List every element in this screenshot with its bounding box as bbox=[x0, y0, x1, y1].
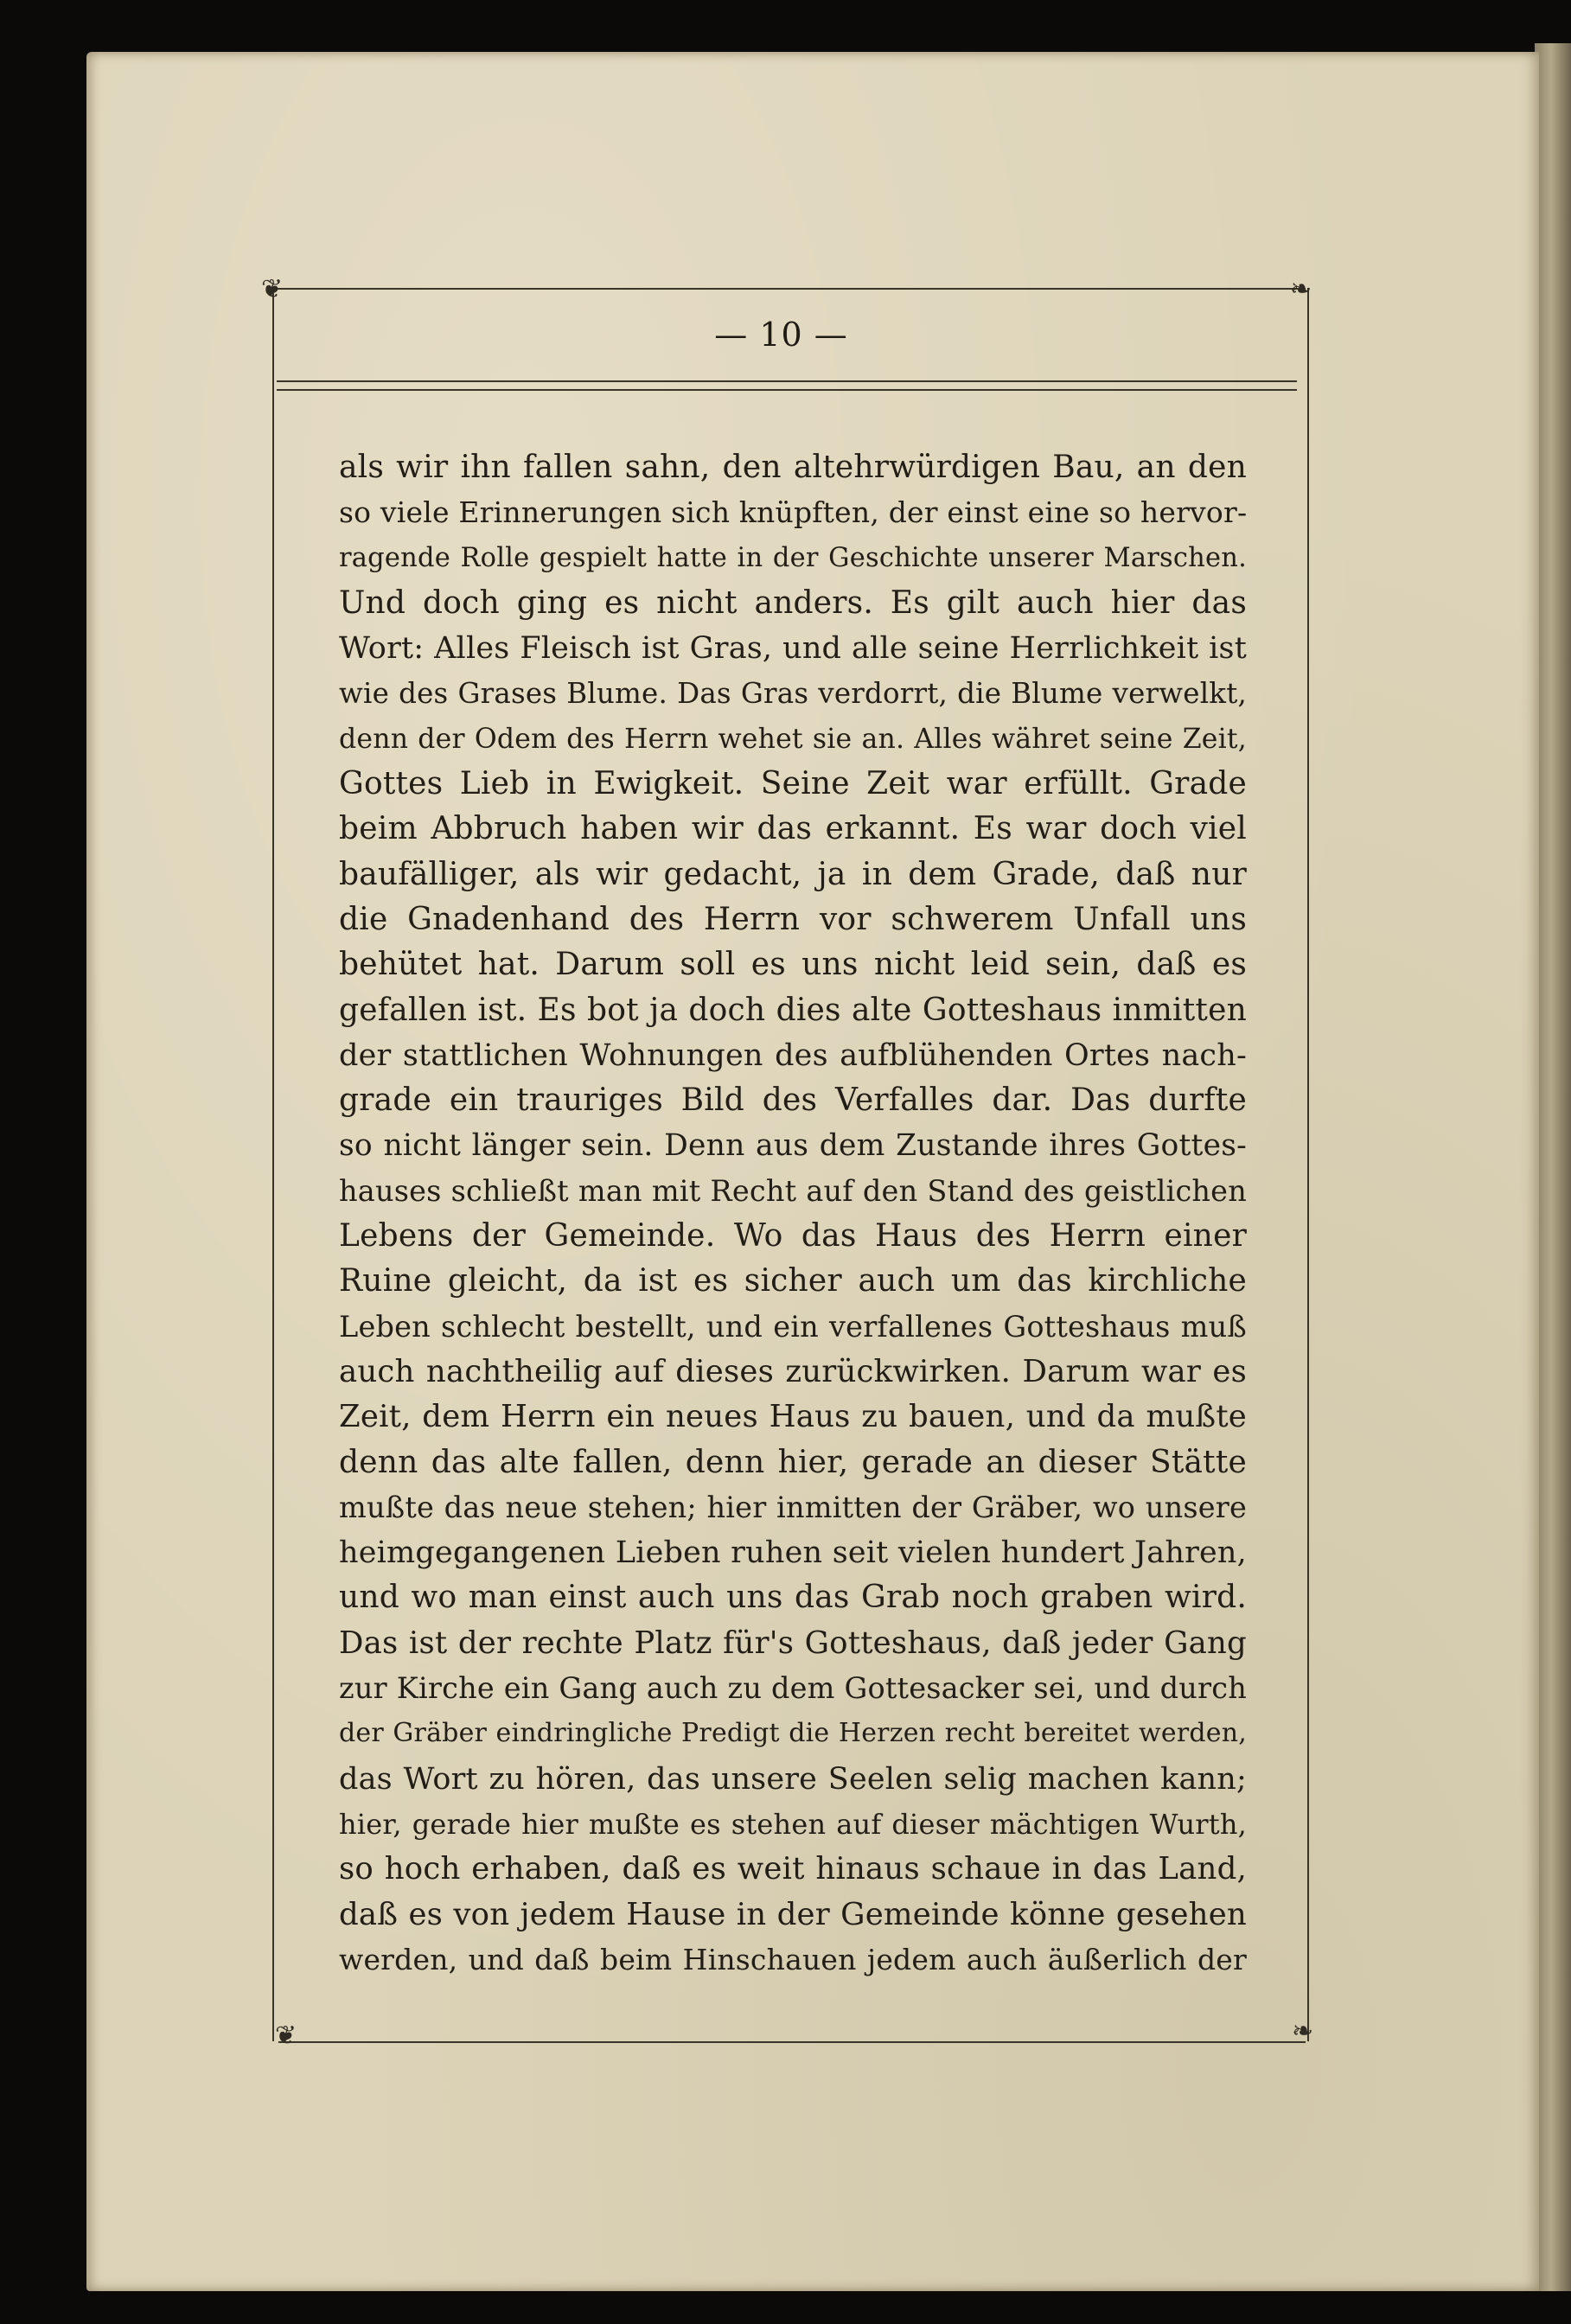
text-line: Gottes Lieb in Ewigkeit. Seine Zeit war erfüllt. Grade bbox=[339, 766, 1247, 802]
text-line: ragende Rolle gespielt hatte in der Geschichte unserer Marschen. bbox=[339, 542, 1247, 573]
page-frame-bottom bbox=[278, 2041, 1306, 2043]
text-line: heimgegangenen Lieben ruhen seit vielen hundert Jahren, bbox=[339, 1536, 1247, 1571]
text-line: als wir ihn fallen sahn, den altehrwürdigen Bau, an den bbox=[339, 450, 1247, 485]
text-line: so hoch erhaben, daß es weit hinaus schaue in das Land, bbox=[339, 1851, 1247, 1887]
text-line: und wo man einst auch uns das Grab noch graben wird. bbox=[339, 1580, 1247, 1616]
text-line: grade ein trauriges Bild des Verfalles dar. Das durfte bbox=[339, 1082, 1247, 1119]
text-line: das Wort zu hören, das unsere Seelen selig machen kann; bbox=[339, 1761, 1247, 1797]
adjacent-page-edge bbox=[1535, 43, 1571, 2291]
text-line: baufälliger, als wir gedacht, ja in dem Grade, daß nur bbox=[339, 856, 1247, 892]
text-line: zur Kirche ein Gang auch zu dem Gottesacker sei, und durch bbox=[339, 1671, 1247, 1706]
text-line: hauses schließt man mit Recht auf den Stand des geistlichen bbox=[339, 1173, 1247, 1208]
text-line: Ruine gleicht, da ist es sicher auch um das kirchliche bbox=[339, 1263, 1247, 1299]
text-line: die Gnadenhand des Herrn vor schwerem Unfall uns bbox=[339, 901, 1247, 937]
text-line: so nicht länger sein. Denn aus dem Zustande ihres Gottes- bbox=[339, 1128, 1247, 1164]
text-line: denn der Odem des Herrn wehet sie an. Alles währet seine Zeit, bbox=[339, 723, 1247, 755]
text-line: auch nachtheilig auf dieses zurückwirken. Darum war es bbox=[339, 1353, 1247, 1389]
text-line: gefallen ist. Es bot ja doch dies alte Gotteshaus inmitten bbox=[339, 992, 1247, 1028]
text-line: Zeit, dem Herrn ein neues Haus zu bauen, und da mußte bbox=[339, 1399, 1247, 1435]
corner-flourish-icon: ❧ bbox=[1292, 2016, 1314, 2046]
text-line: wie des Grases Blume. Das Gras verdorrt, die Blume verwelkt, bbox=[339, 677, 1247, 711]
header-rule bbox=[277, 389, 1297, 391]
text-line: mußte das neue stehen; hier inmitten der Gräber, wo unsere bbox=[339, 1490, 1247, 1524]
corner-flourish-icon: ❦ bbox=[275, 2021, 297, 2051]
text-line: Leben schlecht bestellt, und ein verfallenes Gotteshaus muß bbox=[339, 1309, 1247, 1344]
text-line: der Gräber eindringliche Predigt die Herzen recht bereitet werden, bbox=[339, 1718, 1247, 1749]
text-line: so viele Erinnerungen sich knüpften, der einst eine so hervor- bbox=[339, 495, 1247, 530]
text-line: der stattlichen Wohnungen des aufblühenden Ortes nach- bbox=[339, 1038, 1247, 1073]
page-frame-top bbox=[272, 288, 1306, 290]
page-number bbox=[0, 316, 1571, 354]
body-text bbox=[339, 445, 1247, 1982]
text-line: denn das alte fallen, denn hier, gerade an dieser Stätte bbox=[339, 1444, 1247, 1480]
text-line: daß es von jedem Hause in der Gemeinde könne gesehen bbox=[339, 1896, 1247, 1932]
header-rule bbox=[277, 380, 1297, 382]
text-line: beim Abbruch haben wir das erkannt. Es war doch viel bbox=[339, 811, 1247, 847]
page-number-label: — 10 — bbox=[714, 316, 848, 354]
corner-flourish-icon: ❧ bbox=[1290, 274, 1312, 304]
text-line: Lebens der Gemeinde. Wo das Haus des Herrn einer bbox=[339, 1218, 1247, 1255]
text-line: werden, und daß beim Hinschauen jedem auch äußerlich der bbox=[339, 1942, 1247, 1976]
text-line: hier, gerade hier mußte es stehen auf dieser mächtigen Wurth, bbox=[339, 1807, 1247, 1841]
text-line: Das ist der rechte Platz für's Gotteshaus, daß jeder Gang bbox=[339, 1625, 1247, 1661]
text-line: behütet hat. Darum soll es uns nicht leid sein, daß es bbox=[339, 947, 1247, 983]
text-line: Wort: Alles Fleisch ist Gras, und alle seine Herrlichkeit ist bbox=[339, 631, 1247, 667]
corner-flourish-icon: ❦ bbox=[261, 274, 284, 304]
text-line: Und doch ging es nicht anders. Es gilt auch hier das bbox=[339, 584, 1247, 621]
